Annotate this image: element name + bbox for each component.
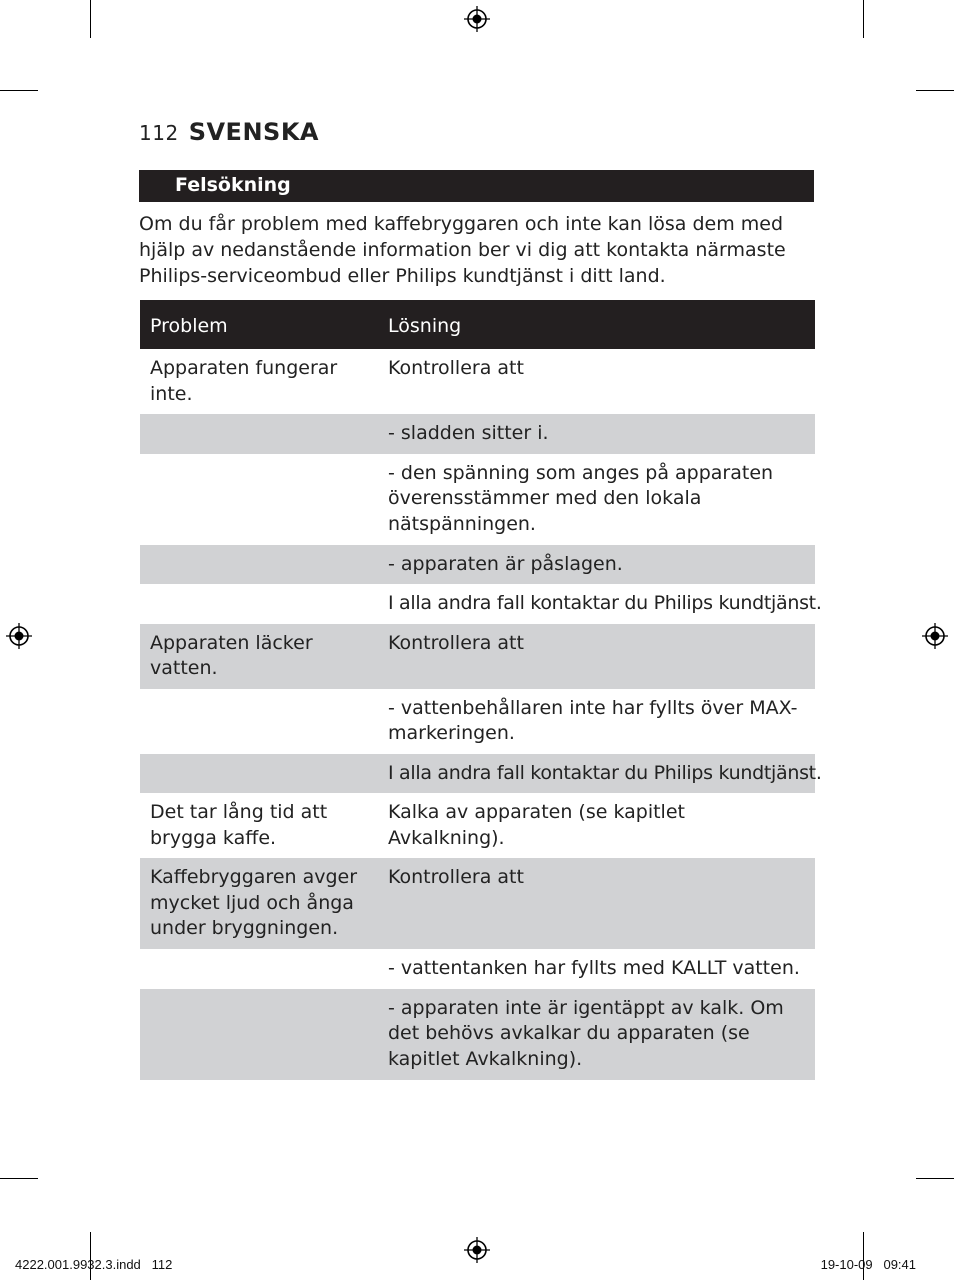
solution-cell: Kontrollera att [378,858,815,949]
section-title: Felsökning [175,174,291,196]
problem-cell: Det tar lång tid att brygga kaffe. [140,793,378,858]
problem-cell [140,414,378,454]
troubleshooting-table [140,300,822,1080]
column-header-problem: Problem [140,300,378,349]
solution-cell: I alla andra fall kontaktar du Philips kundtjänst. [378,754,815,794]
registration-mark-icon [464,6,490,32]
footer-file-info: 4222.001.9932.3.indd 112 [15,1257,173,1272]
problem-cell [140,584,378,624]
table-row [140,754,815,794]
crop-mark-bottom-right [863,1232,864,1280]
problem-cell [140,689,378,754]
solution-cell: Kontrollera att [378,349,815,414]
solution-cell: Kontrollera att [378,624,815,689]
solution-cell: - apparaten är påslagen. [378,545,815,585]
section-heading-bar [139,170,814,202]
crop-mark-top-right [863,0,864,38]
solution-cell: Kalka av apparaten (se kapitlet Avkalkning). [378,793,815,858]
language-title: SVENSKA [188,118,319,146]
table-row [140,454,815,545]
registration-mark-icon [464,1237,490,1263]
table-row [140,624,815,689]
problem-cell: Kaffebryggaren avger mycket ljud och ånga under bryggningen. [140,858,378,949]
footer-datetime: 19-10-09 09:41 [820,1257,916,1272]
problem-cell [140,989,378,1080]
problem-cell [140,949,378,989]
solution-cell: - apparaten inte är igentäppt av kalk. Om det behövs avkalkar du apparaten (se kapitlet Avkalkning). [378,989,815,1080]
solution-cell: - den spänning som anges på apparaten överensstämmer med den lokala nätspänningen. [378,454,815,545]
problem-cell [140,754,378,794]
table-row [140,689,815,754]
crop-mark-left-top [0,90,38,91]
crop-mark-right-bottom [916,1178,954,1179]
table-header-row [140,300,815,349]
table-row [140,989,815,1080]
table-row [140,545,815,585]
registration-mark-icon [922,623,948,649]
column-header-solution: Lösning [378,300,815,349]
page-number: 112 [139,121,179,145]
solution-cell: - vattentanken har fyllts med KALLT vatten. [378,949,815,989]
table-row [140,793,815,858]
table-row [140,949,815,989]
crop-mark-left-bottom [0,1178,38,1179]
page-header [139,118,319,150]
problem-cell: Apparaten läcker vatten. [140,624,378,689]
registration-mark-icon [6,623,32,649]
crop-mark-bottom-left [90,1232,91,1280]
problem-cell: Apparaten fungerar inte. [140,349,378,414]
problem-cell [140,454,378,545]
solution-cell: - sladden sitter i. [378,414,815,454]
table-row [140,349,815,414]
table-row [140,584,815,624]
problem-cell [140,545,378,585]
table-row [140,414,815,454]
solution-cell: I alla andra fall kontaktar du Philips kundtjänst. [378,584,815,624]
crop-mark-right-top [916,90,954,91]
table-row [140,858,815,949]
intro-paragraph: Om du får problem med kaffebryggaren och inte kan lösa dem med hjälp av nedanstående information ber vi dig att kontakta närmaste Philips-serviceombud eller Philips kundtjänst i ditt land. [139,213,786,287]
crop-mark-top-left [90,0,91,38]
solution-cell: - vattenbehållaren inte har fyllts över MAX-markeringen. [378,689,815,754]
